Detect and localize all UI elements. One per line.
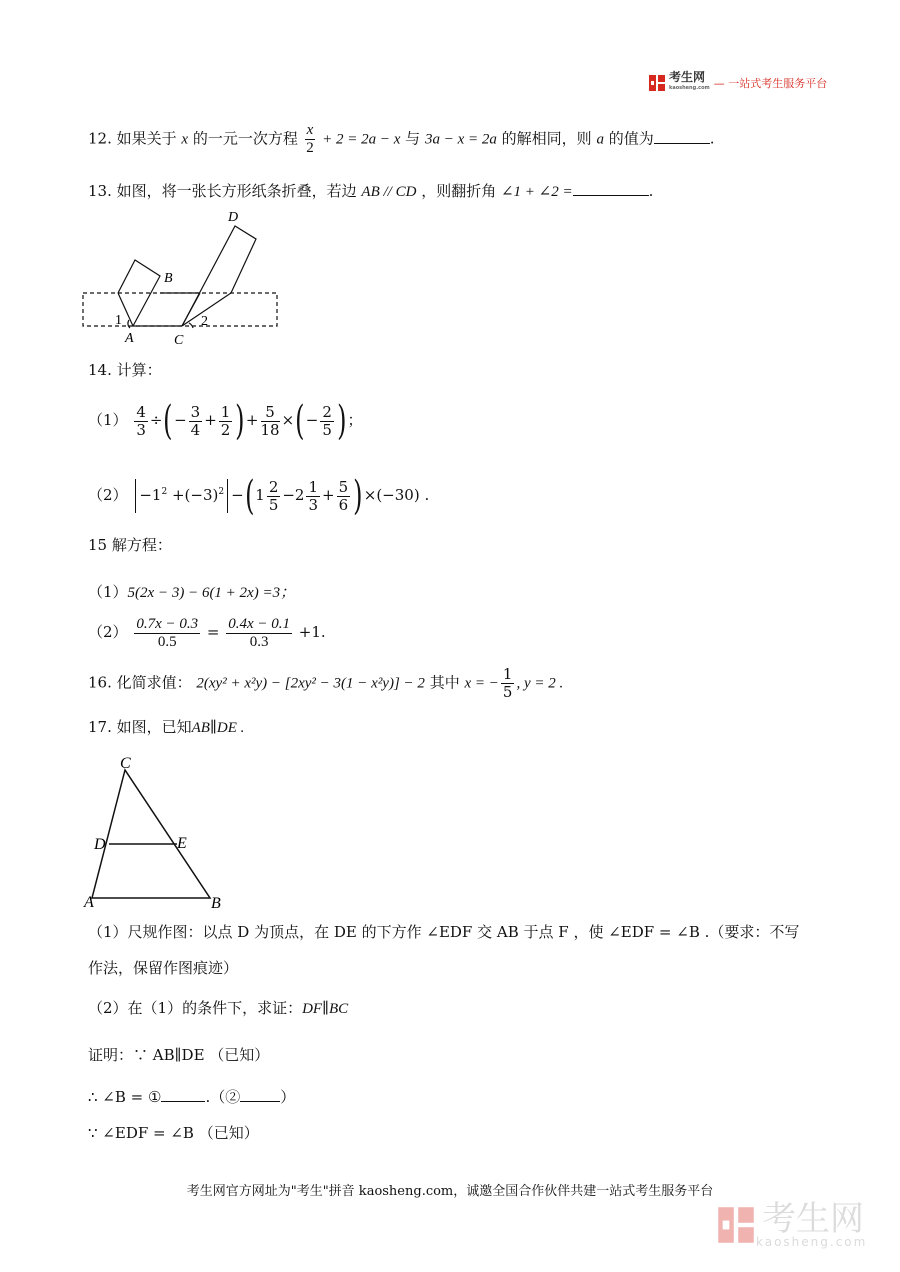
label-c: C <box>120 755 131 772</box>
watermark-domain: kaosheng.com <box>756 1235 868 1249</box>
question-14-part-2: $(2) -1^2 +(-3)^2 -(1$ $\frac{2}{5}$ −2 $\frac{1}{3}$ + $\frac{5}{6}$ )×(−30) . <box>88 473 430 519</box>
answer-blank <box>161 1100 205 1102</box>
label-a: A <box>125 331 134 346</box>
question-12: 12. 如果关于 x 的一元一次方程 $\frac{x}{2}$ + 2 = 2a − x 与 3a − x = 2a 的解相同，则 a 的值为 . <box>88 122 715 156</box>
proof-line-2: ∴ ∠B = ① .（② ） <box>88 1088 296 1106</box>
label-d: D <box>228 210 239 225</box>
triangle-figure <box>80 752 240 912</box>
question-17-part-1: （1）尺规作图：以点 D 为顶点，在 DE 的下方作 ∠EDF 交 AB 于点 F ，使 ∠EDF = ∠B .（要求：不写 <box>88 923 800 941</box>
answer-blank <box>654 142 710 144</box>
kaosheng-watermark-icon <box>716 1205 756 1245</box>
label-a: A <box>84 894 94 911</box>
label-b: B <box>164 271 173 286</box>
watermark <box>716 1199 868 1249</box>
question-14-title: 14. 计算： <box>88 361 162 379</box>
label-d: D <box>94 836 106 853</box>
footer-text: 考生网官方网址为"考生"拼音 kaosheng.com，诚邀全国合作伙伴共建一站式考生服务平台 <box>186 1184 714 1199</box>
question-15-part-1: （1）5(2x − 3) − 6(1 + 2x) =3； <box>88 583 296 601</box>
watermark-name: 考生网 <box>762 1199 864 1239</box>
header-logo <box>648 72 827 94</box>
question-17-title: 17. 如图，已知AB∥DE . <box>88 718 245 736</box>
header-slogan: — 一站式考生服务平台 <box>713 77 828 90</box>
question-17-part-1-cont: 作法，保留作图痕迹） <box>88 959 239 977</box>
logo-domain: kaosheng.com <box>669 85 710 91</box>
label-c: C <box>174 333 184 346</box>
logo-name: 考生网 kaosheng.com <box>669 72 710 94</box>
folded-strip-figure <box>80 206 285 346</box>
question-15-title: 15 解方程： <box>88 536 172 554</box>
question-17-part-2: （2）在（1）的条件下，求证：DF∥BC <box>88 999 349 1017</box>
question-13: 13. 如图，将一张长方形纸条折叠，若边 AB // CD ，则翻折角 ∠1 + ∠2 = . <box>88 182 654 200</box>
proof-line-1: 证明：∵ AB∥DE （已知） <box>88 1046 270 1064</box>
label-angle-2: 2 <box>201 314 208 329</box>
question-16: 16. 化简求值： 2(xy² + x²y) − [2xy² − 3(1 − x²y)] − 2 其中 x = − $\frac{1}{5}$ , y = 2 . <box>88 665 564 701</box>
label-b: B <box>211 895 221 912</box>
question-15-part-2: （2） $\frac{0.7x - 0.3}{0.5}$ = $\frac{0.4x - 0.1}{0.3}$ +1. <box>88 615 326 650</box>
label-angle-1: 1 <box>115 313 122 328</box>
label-e: E <box>177 835 187 852</box>
answer-blank <box>240 1100 280 1102</box>
kaosheng-logo-icon <box>648 74 666 92</box>
proof-line-3: ∵ ∠EDF = ∠B （已知） <box>88 1124 259 1142</box>
question-14-part-1: （1） $\frac{4}{3}$ ÷(− $\frac{3}{4}$ + $\frac{1}{2}$ )+ $\frac{5}{18}$ ×(− $\frac{2}{5}$ )； <box>88 398 363 444</box>
fraction-x-over-2: $\frac{x}{2}$ <box>306 122 314 156</box>
answer-blank <box>573 194 649 196</box>
